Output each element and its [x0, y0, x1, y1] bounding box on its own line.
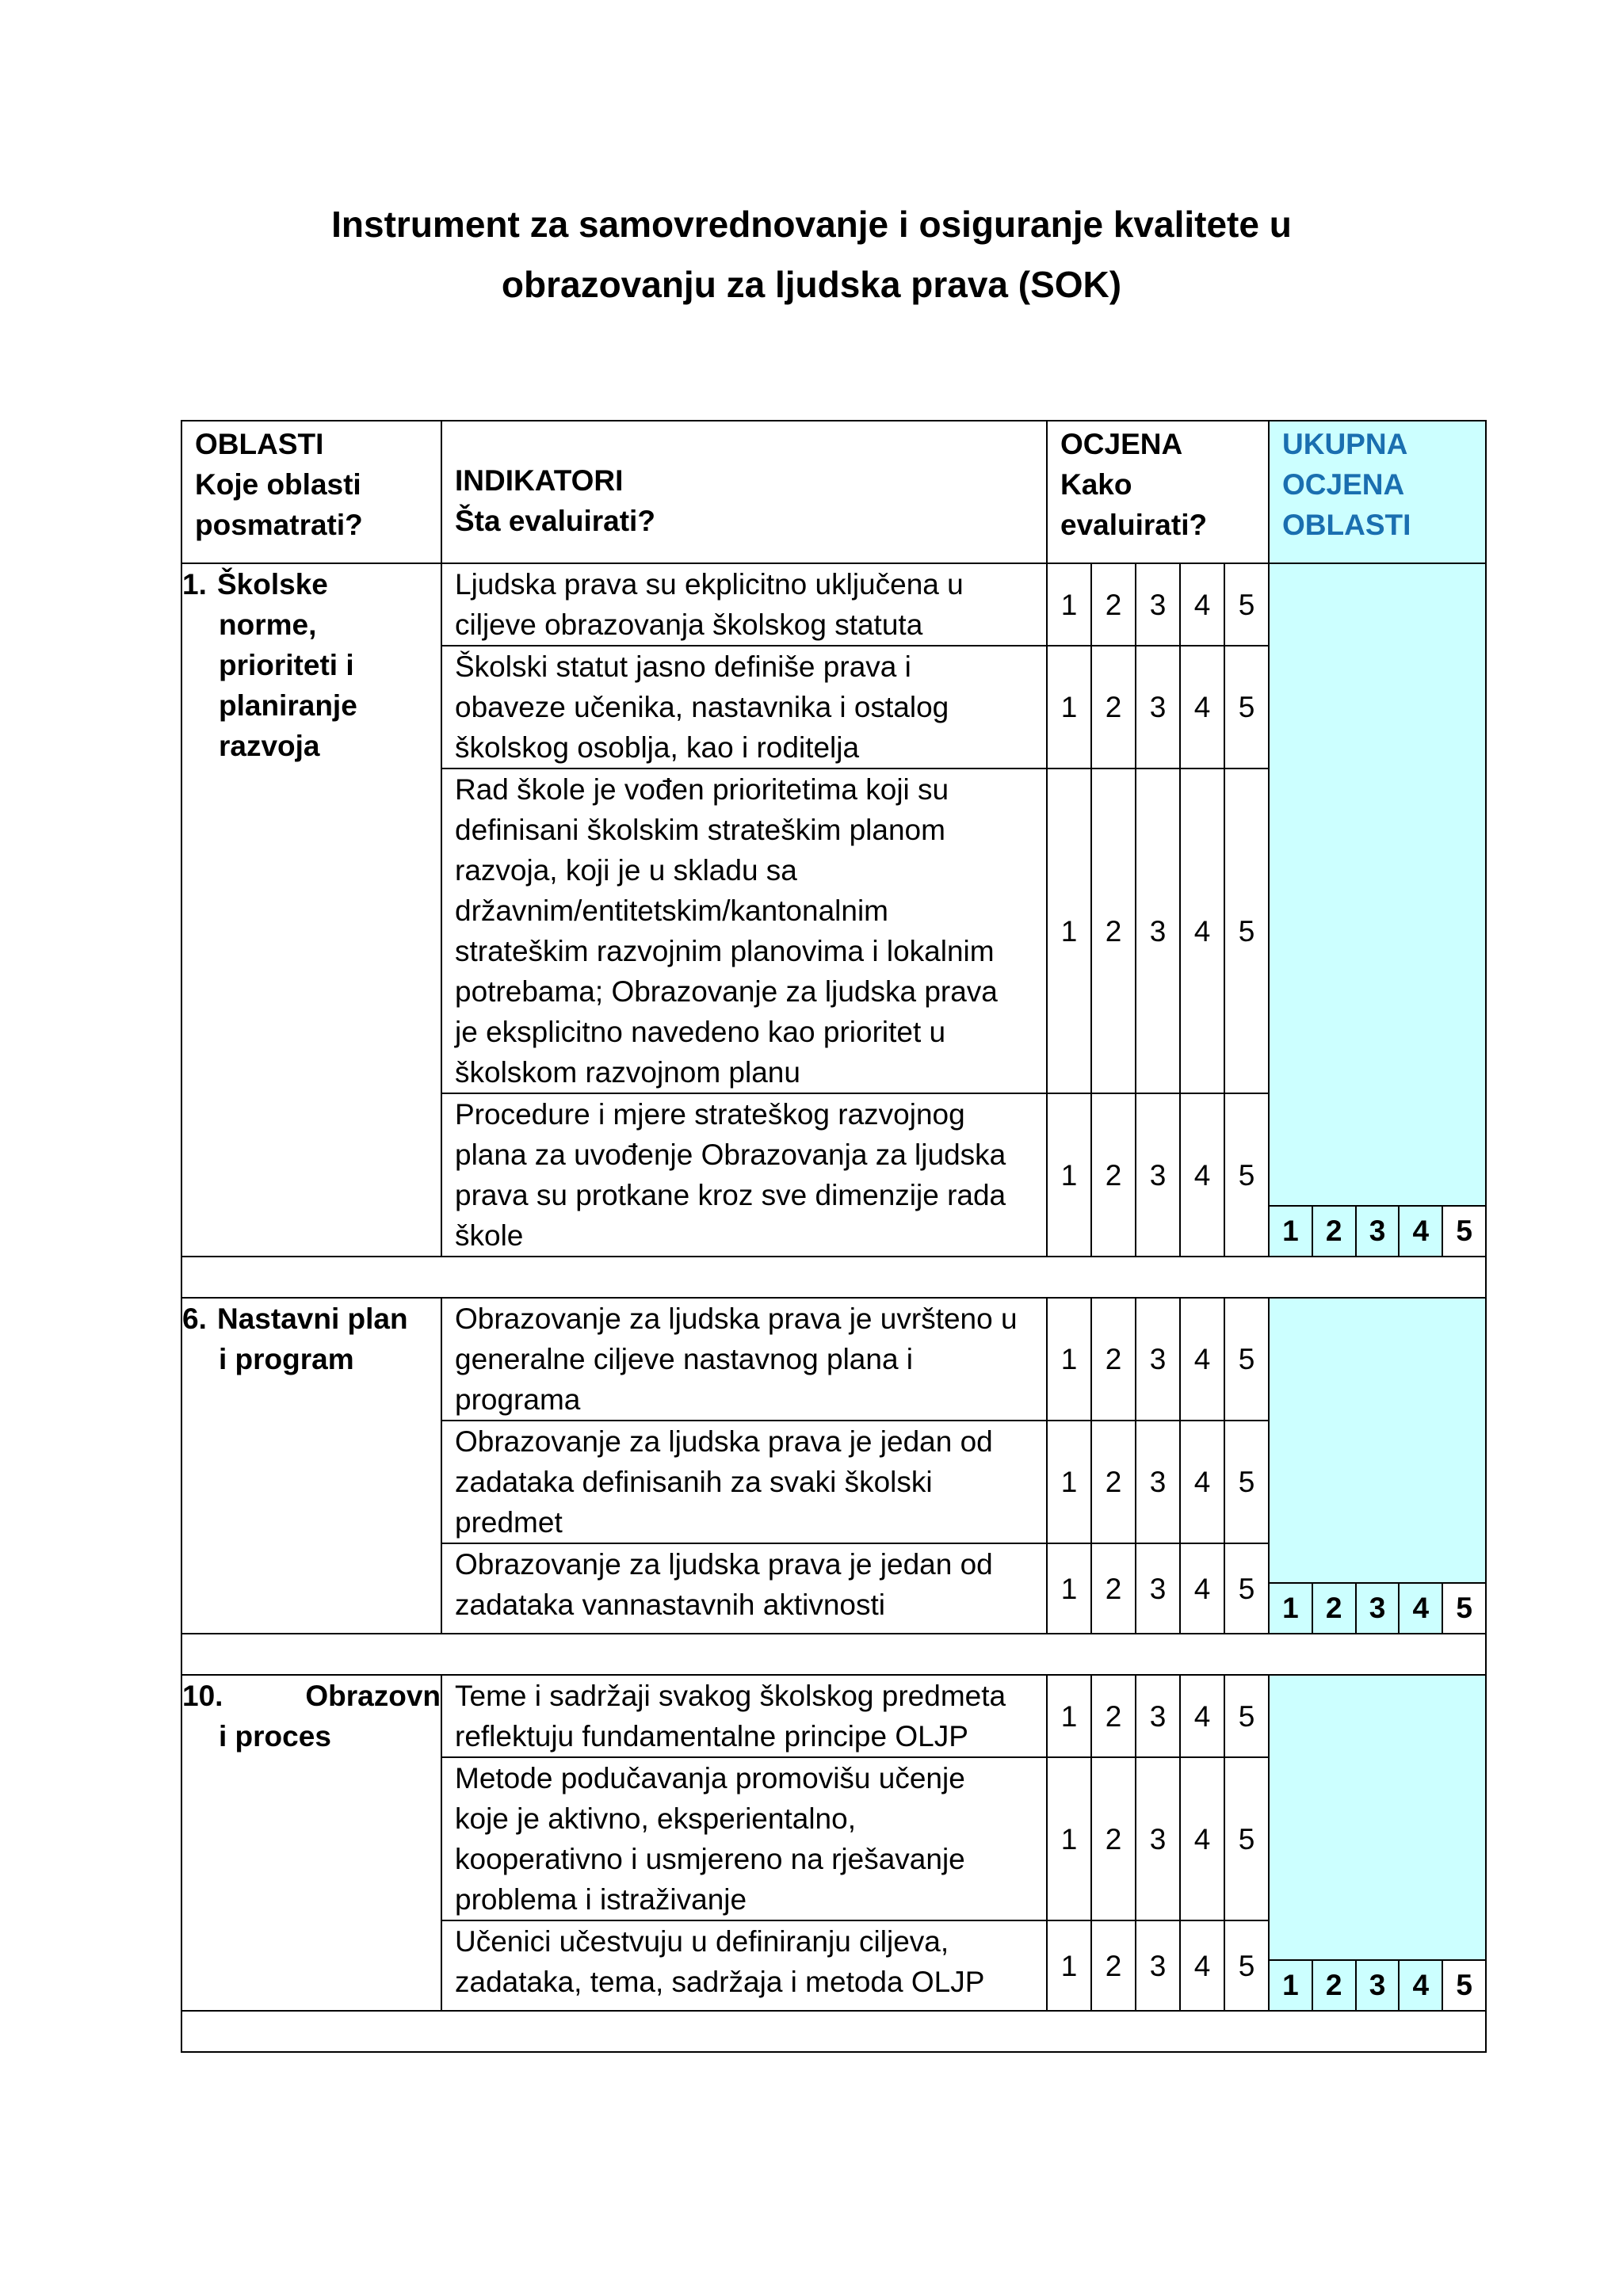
- score-4[interactable]: 4: [1180, 1757, 1224, 1920]
- evaluation-table: [181, 420, 1487, 2053]
- score-1[interactable]: 1: [1047, 1093, 1091, 1257]
- score-4[interactable]: 4: [1180, 563, 1224, 646]
- spacer-row: [181, 1257, 1486, 1298]
- total-score-3[interactable]: 3: [1355, 1961, 1399, 2010]
- indicator-10-2: Metode podučavanja promovišu učenje koje je aktivno, eksperientalno, kooperativno i usmjereno na rješavanje problema i istraživanje: [441, 1757, 1047, 1920]
- area-10-name: 10. Obrazovn i proces: [181, 1675, 441, 2011]
- score-5[interactable]: 5: [1224, 1298, 1269, 1421]
- score-2[interactable]: 2: [1091, 1757, 1136, 1920]
- spacer-row: [181, 2011, 1486, 2052]
- table-row: [181, 1675, 1486, 1757]
- score-2[interactable]: 2: [1091, 646, 1136, 769]
- score-1[interactable]: 1: [1047, 1543, 1091, 1634]
- title-line-2: obrazovanju za ljudska prava (SOK): [501, 264, 1122, 305]
- area-1-total: [1269, 563, 1486, 1257]
- total-score-grid: [1270, 1959, 1485, 2010]
- total-score-4[interactable]: 4: [1398, 1961, 1442, 2010]
- score-4[interactable]: 4: [1180, 1543, 1224, 1634]
- indicator-1-2: Školski statut jasno definiše prava i obaveze učenika, nastavnika i ostalog školskog osoblja, kao i roditelja: [441, 646, 1047, 769]
- total-score-1[interactable]: 1: [1270, 1584, 1312, 1633]
- header-indikatori: INDIKATORI Šta evaluirati?: [441, 421, 1047, 563]
- score-1[interactable]: 1: [1047, 1920, 1091, 2011]
- table-row: [181, 1298, 1486, 1421]
- score-3[interactable]: 3: [1136, 769, 1180, 1093]
- score-5[interactable]: 5: [1224, 1543, 1269, 1634]
- score-3[interactable]: 3: [1136, 1093, 1180, 1257]
- score-4[interactable]: 4: [1180, 769, 1224, 1093]
- score-5[interactable]: 5: [1224, 646, 1269, 769]
- document-title: [0, 194, 1623, 315]
- indicator-6-2: Obrazovanje za ljudska prava je jedan od zadataka definisanih za svaki školski predmet: [441, 1421, 1047, 1543]
- score-3[interactable]: 3: [1136, 1421, 1180, 1543]
- indicator-1-3: Rad škole je vođen prioritetima koji su definisani školskim strateškim planom razvoja, koji je u skladu sa državnim/entitetskim/kantonalnim strateškim razvojnim planovima i lokalnim potrebama; Obrazovanje za ljudska prava je eksplicitno navedeno kao prioritet u školskom razvojnom planu: [441, 769, 1047, 1093]
- score-1[interactable]: 1: [1047, 1757, 1091, 1920]
- total-score-1[interactable]: 1: [1270, 1207, 1312, 1256]
- score-2[interactable]: 2: [1091, 1920, 1136, 2011]
- score-4[interactable]: 4: [1180, 1421, 1224, 1543]
- indicator-1-1: Ljudska prava su ekplicitno uključena u ciljeve obrazovanja školskog statuta: [441, 563, 1047, 646]
- score-2[interactable]: 2: [1091, 1543, 1136, 1634]
- area-6-name: 6. Nastavni plan i program: [181, 1298, 441, 1634]
- header-ocjena: OCJENA Kako evaluirati?: [1047, 421, 1269, 563]
- header-row: [181, 421, 1486, 563]
- score-3[interactable]: 3: [1136, 563, 1180, 646]
- total-score-grid: [1270, 1205, 1485, 1256]
- score-2[interactable]: 2: [1091, 769, 1136, 1093]
- score-2[interactable]: 2: [1091, 563, 1136, 646]
- indicator-10-3: Učenici učestvuju u definiranju ciljeva, zadataka, tema, sadržaja i metoda OLJP: [441, 1920, 1047, 2011]
- score-5[interactable]: 5: [1224, 1920, 1269, 2011]
- header-oblasti: OBLASTI Koje oblasti posmatrati?: [181, 421, 441, 563]
- score-1[interactable]: 1: [1047, 1298, 1091, 1421]
- score-1[interactable]: 1: [1047, 563, 1091, 646]
- indicator-6-3: Obrazovanje za ljudska prava je jedan od zadataka vannastavnih aktivnosti: [441, 1543, 1047, 1634]
- score-2[interactable]: 2: [1091, 1093, 1136, 1257]
- score-4[interactable]: 4: [1180, 1920, 1224, 2011]
- score-3[interactable]: 3: [1136, 1675, 1180, 1757]
- score-5[interactable]: 5: [1224, 1093, 1269, 1257]
- header-ukupna-ocjena: UKUPNA OCJENA OBLASTI: [1269, 421, 1486, 563]
- score-1[interactable]: 1: [1047, 1675, 1091, 1757]
- total-score-1[interactable]: 1: [1270, 1961, 1312, 2010]
- indicator-6-1: Obrazovanje za ljudska prava je uvršteno u generalne ciljeve nastavnog plana i programa: [441, 1298, 1047, 1421]
- spacer-row: [181, 1634, 1486, 1675]
- total-score-5[interactable]: 5: [1442, 1584, 1485, 1633]
- title-line-1: Instrument za samovrednovanje i osiguranje kvalitete u: [331, 204, 1292, 245]
- total-score-4[interactable]: 4: [1398, 1584, 1442, 1633]
- table-row: [181, 563, 1486, 646]
- total-score-3[interactable]: 3: [1355, 1207, 1399, 1256]
- total-score-2[interactable]: 2: [1312, 1584, 1355, 1633]
- score-5[interactable]: 5: [1224, 1675, 1269, 1757]
- score-3[interactable]: 3: [1136, 1543, 1180, 1634]
- score-3[interactable]: 3: [1136, 1757, 1180, 1920]
- score-1[interactable]: 1: [1047, 1421, 1091, 1543]
- score-1[interactable]: 1: [1047, 646, 1091, 769]
- area-10-total: [1269, 1675, 1486, 2011]
- total-score-3[interactable]: 3: [1355, 1584, 1399, 1633]
- total-score-2[interactable]: 2: [1312, 1961, 1355, 2010]
- total-score-5[interactable]: 5: [1442, 1961, 1485, 2010]
- score-3[interactable]: 3: [1136, 1298, 1180, 1421]
- score-2[interactable]: 2: [1091, 1421, 1136, 1543]
- total-score-5[interactable]: 5: [1442, 1207, 1485, 1256]
- score-2[interactable]: 2: [1091, 1298, 1136, 1421]
- score-4[interactable]: 4: [1180, 1675, 1224, 1757]
- score-5[interactable]: 5: [1224, 563, 1269, 646]
- total-score-4[interactable]: 4: [1398, 1207, 1442, 1256]
- score-5[interactable]: 5: [1224, 1421, 1269, 1543]
- score-4[interactable]: 4: [1180, 1298, 1224, 1421]
- indicator-1-4: Procedure i mjere strateškog razvojnog plana za uvođenje Obrazovanja za ljudska prava su protkane kroz sve dimenzije rada škole: [441, 1093, 1047, 1257]
- total-score-2[interactable]: 2: [1312, 1207, 1355, 1256]
- indicator-10-1: Teme i sadržaji svakog školskog predmeta reflektuju fundamentalne principe OLJP: [441, 1675, 1047, 1757]
- score-1[interactable]: 1: [1047, 769, 1091, 1093]
- score-4[interactable]: 4: [1180, 1093, 1224, 1257]
- area-1-name: 1. Školske norme, prioriteti i planiranje razvoja: [181, 563, 441, 1257]
- total-score-grid: [1270, 1582, 1485, 1633]
- score-3[interactable]: 3: [1136, 1920, 1180, 2011]
- area-6-total: [1269, 1298, 1486, 1634]
- score-4[interactable]: 4: [1180, 646, 1224, 769]
- score-3[interactable]: 3: [1136, 646, 1180, 769]
- score-5[interactable]: 5: [1224, 769, 1269, 1093]
- score-5[interactable]: 5: [1224, 1757, 1269, 1920]
- score-2[interactable]: 2: [1091, 1675, 1136, 1757]
